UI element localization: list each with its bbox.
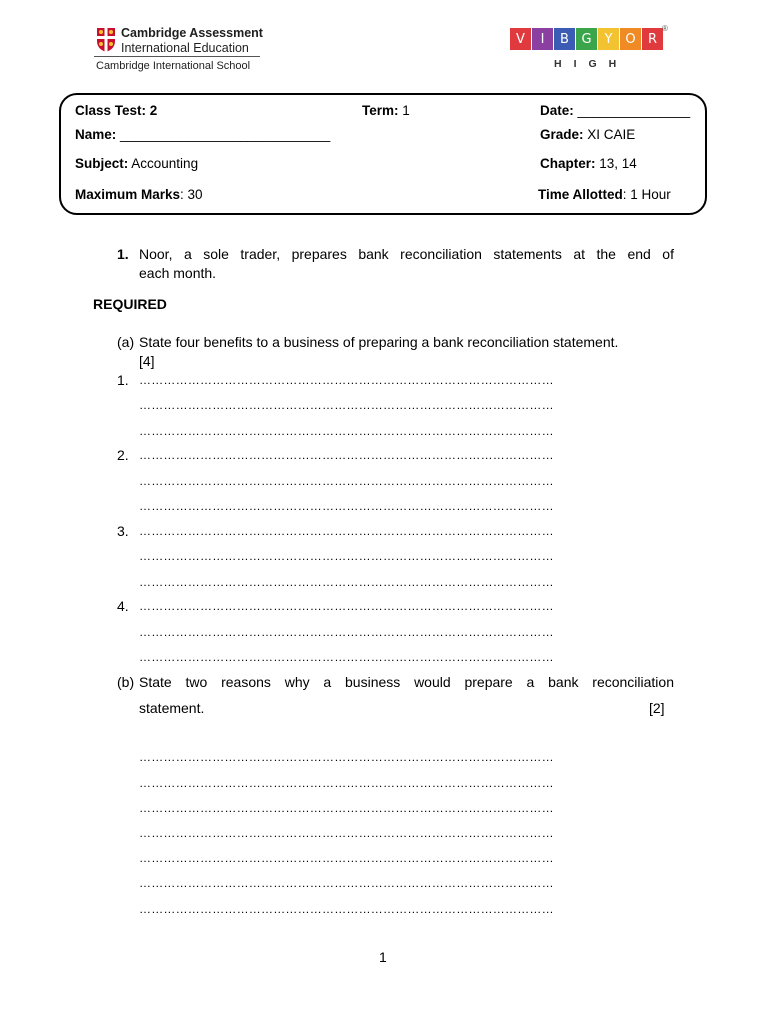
max-marks-label: Maximum Marks — [75, 187, 181, 202]
grade-field — [540, 127, 635, 142]
part-a-marks: [4] — [139, 353, 155, 369]
part-b-marks: [2] — [649, 700, 665, 716]
answer-line[interactable]: ………………………………………………………………………………………… — [139, 750, 554, 764]
vibgyor-letter: Y — [598, 28, 619, 50]
class-test-label: Class Test: — [75, 103, 147, 118]
answer-number: 3. — [117, 523, 129, 539]
answer-number: 1. — [117, 372, 129, 388]
answer-line[interactable]: ………………………………………………………………………………………… — [139, 524, 554, 538]
class-test-field — [75, 103, 157, 118]
name-field — [75, 127, 330, 142]
name-label: Name: — [75, 127, 117, 142]
answer-line[interactable]: ………………………………………………………………………………………… — [139, 776, 554, 790]
answer-line[interactable]: ………………………………………………………………………………………… — [139, 801, 554, 815]
term-field — [362, 103, 410, 118]
cambridge-logo-divider — [94, 56, 260, 57]
answer-line[interactable]: ………………………………………………………………………………………… — [139, 851, 554, 865]
cambridge-logo — [94, 22, 263, 74]
answer-line[interactable]: ………………………………………………………………………………………… — [139, 902, 554, 916]
answer-line[interactable]: ………………………………………………………………………………………… — [139, 499, 554, 513]
date-blank: _______________ — [577, 103, 691, 118]
vibgyor-letter: B — [554, 28, 575, 50]
answer-line[interactable]: ………………………………………………………………………………………… — [139, 625, 554, 639]
answer-line[interactable]: ………………………………………………………………………………………… — [139, 599, 554, 613]
question-text-line1: Noor, a sole trader, prepares bank reconciliation statements at the end of — [139, 246, 674, 262]
answer-line[interactable]: ………………………………………………………………………………………… — [139, 398, 554, 412]
cambridge-shield-icon — [96, 27, 116, 53]
answer-line[interactable]: ………………………………………………………………………………………… — [139, 575, 554, 589]
part-a-label: (a) — [117, 334, 135, 350]
term-label: Term: — [362, 103, 399, 118]
class-test-value: 2 — [149, 103, 158, 118]
registered-mark: ® — [662, 24, 668, 33]
part-a-text: State four benefits to a business of preparing a bank reconciliation statement. — [139, 334, 619, 350]
chapter-field — [540, 156, 637, 171]
vibgyor-letter: V — [510, 28, 531, 50]
cambridge-logo-line2: International Education — [121, 41, 249, 55]
answer-number: 2. — [117, 447, 129, 463]
subject-value: Accounting — [131, 156, 199, 171]
answer-line[interactable]: ………………………………………………………………………………………… — [139, 424, 554, 438]
answer-line[interactable]: ………………………………………………………………………………………… — [139, 474, 554, 488]
date-label: Date: — [540, 103, 574, 118]
time-allotted-label: Time Allotted — [538, 187, 623, 202]
time-allotted-value: : 1 Hour — [622, 187, 671, 202]
grade-value: XI CAIE — [587, 127, 636, 142]
answer-line[interactable]: ………………………………………………………………………………………… — [139, 650, 554, 664]
time-allotted-field — [538, 187, 671, 202]
grade-label: Grade: — [540, 127, 584, 142]
cambridge-logo-line3: Cambridge International School — [96, 60, 251, 72]
answer-line[interactable]: ………………………………………………………………………………………… — [139, 549, 554, 563]
part-b-text-line1: State two reasons why a business would prepare a bank reconciliation — [139, 674, 674, 690]
answer-number: 4. — [117, 598, 129, 614]
vibgyor-letter: G — [576, 28, 597, 50]
question-text-line2: each month. — [139, 265, 217, 281]
vibgyor-logo — [510, 24, 670, 74]
max-marks-value: : 30 — [180, 187, 203, 202]
vibgyor-letters — [510, 28, 664, 50]
vibgyor-letter: I — [532, 28, 553, 50]
vibgyor-subtitle: HIGH — [554, 58, 629, 70]
vibgyor-letter: R — [642, 28, 663, 50]
date-field — [540, 103, 690, 118]
part-b-text-line2: statement. — [139, 700, 205, 716]
part-b-label: (b) — [117, 674, 135, 690]
term-value: 1 — [402, 103, 410, 118]
cambridge-logo-line1: Cambridge Assessment — [121, 26, 263, 40]
subject-label: Subject: — [75, 156, 129, 171]
answer-line[interactable]: ………………………………………………………………………………………… — [139, 448, 554, 462]
chapter-label: Chapter: — [540, 156, 596, 171]
chapter-value: 13, 14 — [599, 156, 637, 171]
name-blank: ____________________________ — [120, 127, 331, 142]
required-heading: REQUIRED — [93, 296, 167, 312]
question-number: 1. — [117, 246, 129, 262]
answer-line[interactable]: ………………………………………………………………………………………… — [139, 826, 554, 840]
answer-line[interactable]: ………………………………………………………………………………………… — [139, 876, 554, 890]
subject-field — [75, 156, 198, 171]
answer-line[interactable]: ………………………………………………………………………………………… — [139, 373, 554, 387]
max-marks-field — [75, 187, 203, 202]
vibgyor-letter: O — [620, 28, 641, 50]
page-number: 1 — [379, 949, 387, 965]
